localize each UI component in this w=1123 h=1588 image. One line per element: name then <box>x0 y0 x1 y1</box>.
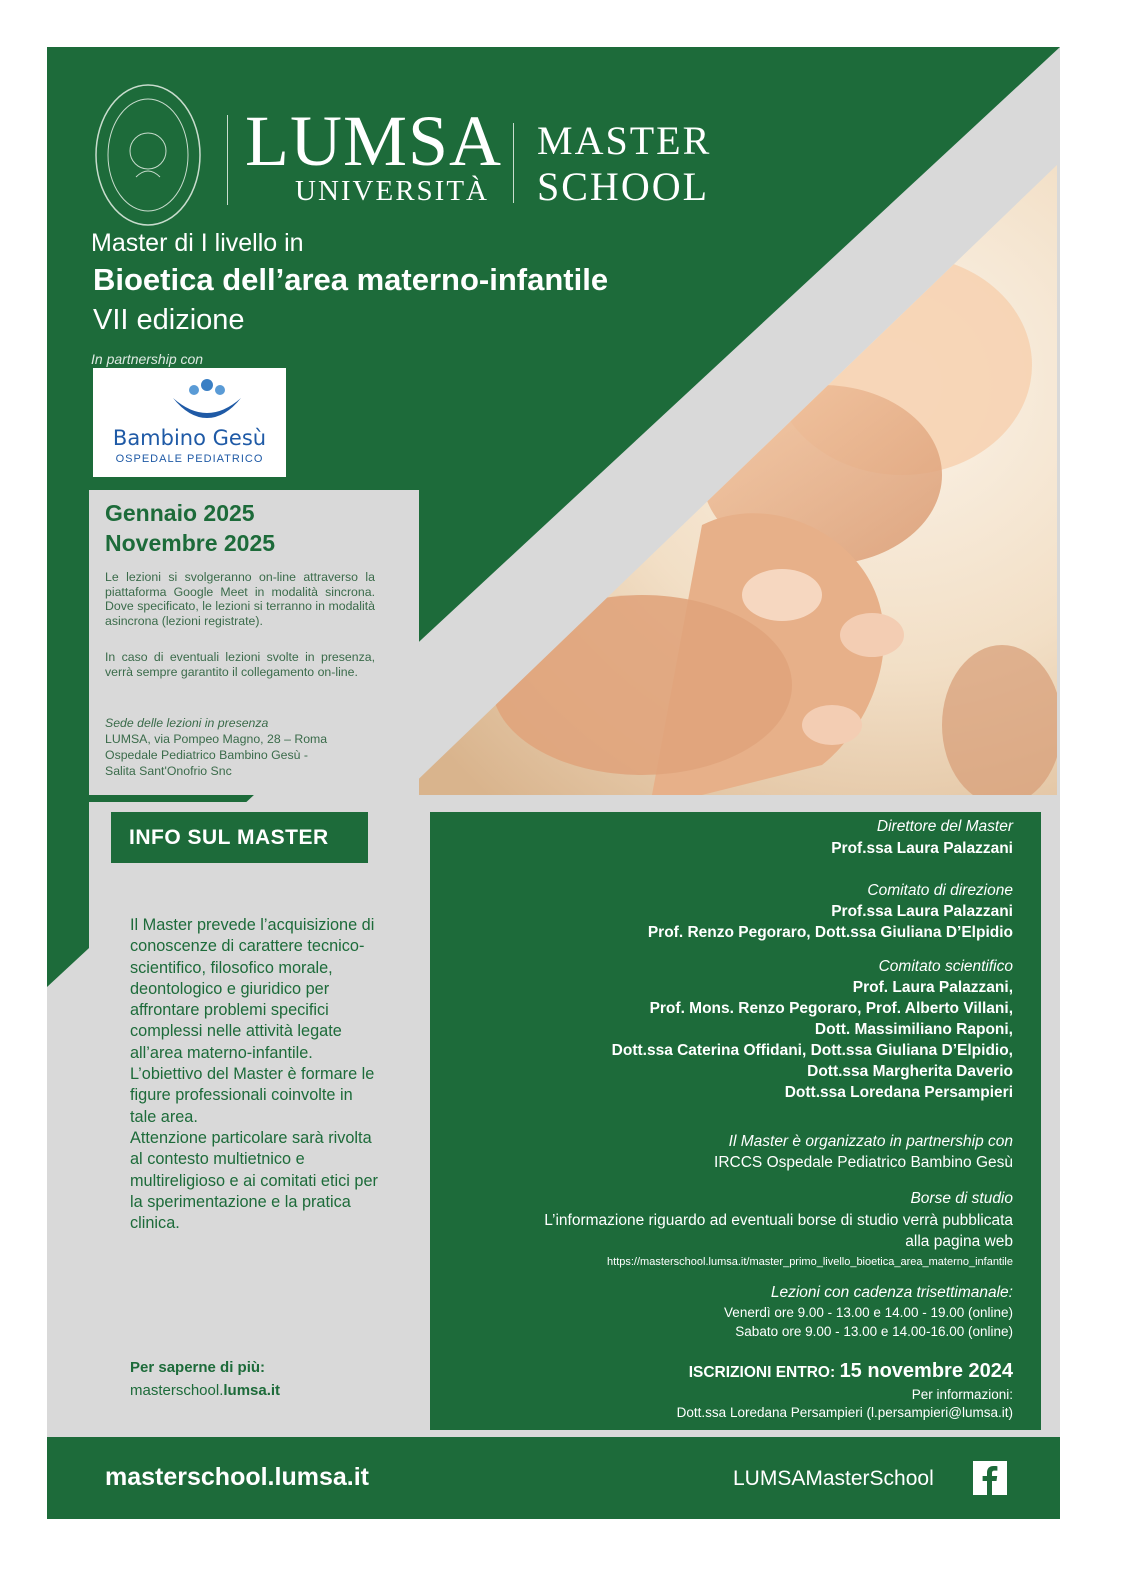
borse-label: Borse di studio <box>910 1190 1013 1207</box>
logo-divider <box>227 115 228 205</box>
venue-label: Sede delle lezioni in presenza <box>105 716 269 730</box>
venue-line-1: LUMSA, via Pompeo Magno, 28 – Roma <box>105 732 328 746</box>
page-title: Bioetica dell’area materno-infantile <box>93 262 609 297</box>
more-link[interactable] <box>130 1382 280 1399</box>
university-seal-icon <box>92 81 204 229</box>
direttore-label: Direttore del Master <box>876 818 1013 835</box>
details-panel <box>430 812 1041 1430</box>
university-sub: UNIVERSITÀ <box>295 175 489 207</box>
title-line-1: Master di I livello in <box>91 229 304 257</box>
comitato-direzione-label: Comitato di direzione <box>867 882 1013 899</box>
contact-info[interactable]: Dott.ssa Loredana Persampieri (l.persampieri@lumsa.it) <box>676 1405 1013 1420</box>
presence-description: In caso di eventuali lezioni svolte in presenza, verrà sempre garantito il collegamento on-line. <box>105 650 375 679</box>
venue-line-3: Salita Sant'Onofrio Snc <box>105 764 232 778</box>
lessons-description: Le lezioni si svolgeranno on-line attraverso la piattaforma Google Meet in modalità sincrona. Dove specificato, le lezioni si terranno in modalità asincrona (lezioni registrate). <box>105 570 375 628</box>
info-paragraph-3: Attenzione particolare sarà rivolta al contesto multietnico e multireligioso e ai comitati etici per la sperimentazione e la pratica clinica. <box>130 1128 378 1233</box>
venue-line-2: Ospedale Pediatrico Bambino Gesù - <box>105 748 309 762</box>
info-paragraph-1: Il Master prevede l’acquisizione di conoscenze di carattere tecnico-scientifico, filosofico morale, deontologico e giuridico per affrontare problemi specifici complessi nelle attività legate all’area materno-infantile. <box>130 916 375 1062</box>
lezioni-friday: Venerdì ore 9.00 - 13.00 e 14.00 - 19.00 (online) <box>724 1305 1013 1320</box>
logo-divider-2 <box>513 123 514 203</box>
more-link-prefix: masterschool. <box>130 1382 224 1399</box>
borse-text-2: alla pagina web <box>905 1233 1013 1250</box>
school-line-2: SCHOOL <box>537 164 710 209</box>
edition: VII edizione <box>93 304 245 336</box>
poster <box>47 47 1060 1519</box>
school-line-1: MASTER <box>537 118 712 163</box>
partner-org-label: Il Master è organizzato in partnership con <box>728 1133 1013 1150</box>
partnership-label: In partnership con <box>91 351 204 367</box>
facebook-icon[interactable] <box>973 1461 1007 1495</box>
comitato-scientifico-3: Dott. Massimiliano Raponi, <box>814 1021 1013 1038</box>
info-body <box>130 915 380 1234</box>
iscrizioni-label: ISCRIZIONI ENTRO: <box>688 1364 836 1381</box>
info-paragraph-2: L’obiettivo del Master è formare le figure professionali coinvolte in tale area. <box>130 1065 375 1126</box>
footer <box>47 1437 1060 1519</box>
bambino-gesu-logo-icon <box>169 376 245 424</box>
contact-label: Per informazioni: <box>911 1387 1013 1402</box>
partner-logo <box>93 368 286 477</box>
borse-text-1: L’informazione riguardo ad eventuali borse di studio verrà pubblicata <box>544 1212 1013 1229</box>
comitato-direzione-2: Prof. Renzo Pegoraro, Dott.ssa Giuliana D’Elpidio <box>647 924 1013 941</box>
comitato-scientifico-6: Dott.ssa Loredana Persampieri <box>784 1084 1013 1101</box>
partner-name: Bambino Gesù <box>112 426 267 450</box>
lezioni-saturday: Sabato ore 9.00 - 13.00 e 14.00-16.00 (online) <box>735 1324 1013 1339</box>
more-label: Per saperne di più: <box>130 1359 266 1376</box>
comitato-scientifico-2: Prof. Mons. Renzo Pegoraro, Prof. Alberto Villani, <box>649 1000 1013 1017</box>
baby-hand-photo <box>402 165 1057 795</box>
footer-website[interactable]: masterschool.lumsa.it <box>105 1463 369 1491</box>
facebook-glyph <box>973 1461 1007 1495</box>
direttore-name: Prof.ssa Laura Palazzani <box>831 840 1013 857</box>
borse-url[interactable]: https://masterschool.lumsa.it/master_primo_livello_bioetica_area_materno_infantile <box>607 1256 1013 1268</box>
iscrizioni-line <box>689 1360 1013 1383</box>
end-date: Novembre 2025 <box>105 530 276 556</box>
start-date: Gennaio 2025 <box>105 500 255 526</box>
partner-org: IRCCS Ospedale Pediatrico Bambino Gesù <box>714 1154 1013 1171</box>
partner-sub: OSPEDALE PEDIATRICO <box>115 453 264 465</box>
comitato-scientifico-5: Dott.ssa Margherita Daverio <box>807 1063 1013 1080</box>
iscrizioni-date: 15 novembre 2024 <box>839 1360 1013 1382</box>
comitato-scientifico-1: Prof. Laura Palazzani, <box>852 979 1013 996</box>
lezioni-label: Lezioni con cadenza trisettimanale: <box>770 1284 1013 1301</box>
info-heading-box <box>111 812 368 863</box>
info-heading: INFO SUL MASTER <box>129 826 329 849</box>
comitato-scientifico-label: Comitato scientifico <box>878 958 1013 975</box>
university-name: LUMSA <box>245 101 503 181</box>
more-link-domain: lumsa.it <box>223 1382 281 1399</box>
dates-panel <box>89 490 419 795</box>
footer-social[interactable]: LUMSAMasterSchool <box>733 1467 934 1490</box>
comitato-direzione-1: Prof.ssa Laura Palazzani <box>831 903 1013 920</box>
comitato-scientifico-4: Dott.ssa Caterina Offidani, Dott.ssa Giuliana D’Elpidio, <box>611 1042 1013 1059</box>
